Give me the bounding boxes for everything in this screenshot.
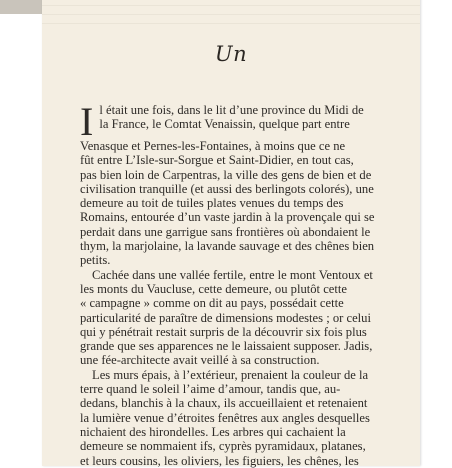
chapter-title: Un — [214, 42, 248, 66]
text-line: terre quand le soleil l’aime d’amour, tandis que, au- — [80, 382, 341, 397]
text-line: particularité de paraître de dimensions modestes ; or celui — [80, 310, 371, 325]
text-line: perdait dans une garrigue sans frontières où abondaient le — [80, 224, 371, 239]
body-text — [80, 99, 424, 468]
paragraph-3 — [80, 368, 424, 468]
text-line: la lumière venue d’étroites fenêtres aux angles desquelles — [80, 410, 370, 425]
text-line: Les murs épais, à l’extérieur, prenaient la couleur de la — [92, 367, 369, 382]
paragraph-1 — [80, 99, 424, 268]
text-line: une fée-architecte avait veillé à sa construction. — [80, 353, 320, 368]
text-line: l était une fois, dans le lit d’une province du Midi de — [99, 103, 364, 117]
text-line: petits. — [80, 253, 111, 268]
text-line: et leurs cousins, les oliviers, les figuiers, les chênes, les — [80, 453, 359, 468]
text-line: les monts du Vaucluse, cette demeure, ou plutôt cette — [80, 281, 347, 296]
text-line: civilisation tranquille (et aussi des berlingots colorés), une — [80, 181, 374, 196]
text-line: nichaient des hirondelles. Les arbres qui cachaient la — [80, 424, 346, 439]
bleed-through — [42, 0, 420, 26]
text-line: demeure au toit de tuiles plates venues du temps des — [80, 196, 344, 211]
book-page — [42, 0, 420, 466]
text-line: pas bien loin de Carpentras, la ville des gens de bien et de — [80, 167, 372, 182]
text-line: grande que ses apparences ne le laissaient supposer. Jadis, — [80, 339, 373, 354]
text-line: demeure se nommaient ifs, cyprès pyramidaux, platanes, — [80, 439, 366, 454]
text-line: Romains, entourée d’un vaste jardin à la provençale qui se — [80, 210, 375, 225]
text-line: qui y pénétrait restait surpris de la découvrir six fois plus — [80, 324, 367, 339]
text-line: Venasque et Pernes-les-Fontaines, à moins que ce ne — [80, 139, 346, 153]
text-line: thym, la marjolaine, la lavande sauvage et des chênes bien — [80, 239, 375, 254]
drop-cap: I — [80, 99, 94, 144]
text-line: Cachée dans une vallée fertile, entre le mont Ventoux et — [92, 267, 373, 282]
text-line: la France, le Comtat Venaissin, quelque part entre — [99, 117, 350, 132]
text-line: fût entre L’Isle-sur-Sorgue et Saint-Didier, en tout cas, — [80, 153, 354, 168]
text-line: dedans, blanchis à la chaux, ils accueillaient et retenaient — [80, 396, 368, 411]
text-line: « campagne » comme on dit au pays, possédait cette — [80, 296, 344, 311]
paragraph-2 — [80, 268, 424, 368]
